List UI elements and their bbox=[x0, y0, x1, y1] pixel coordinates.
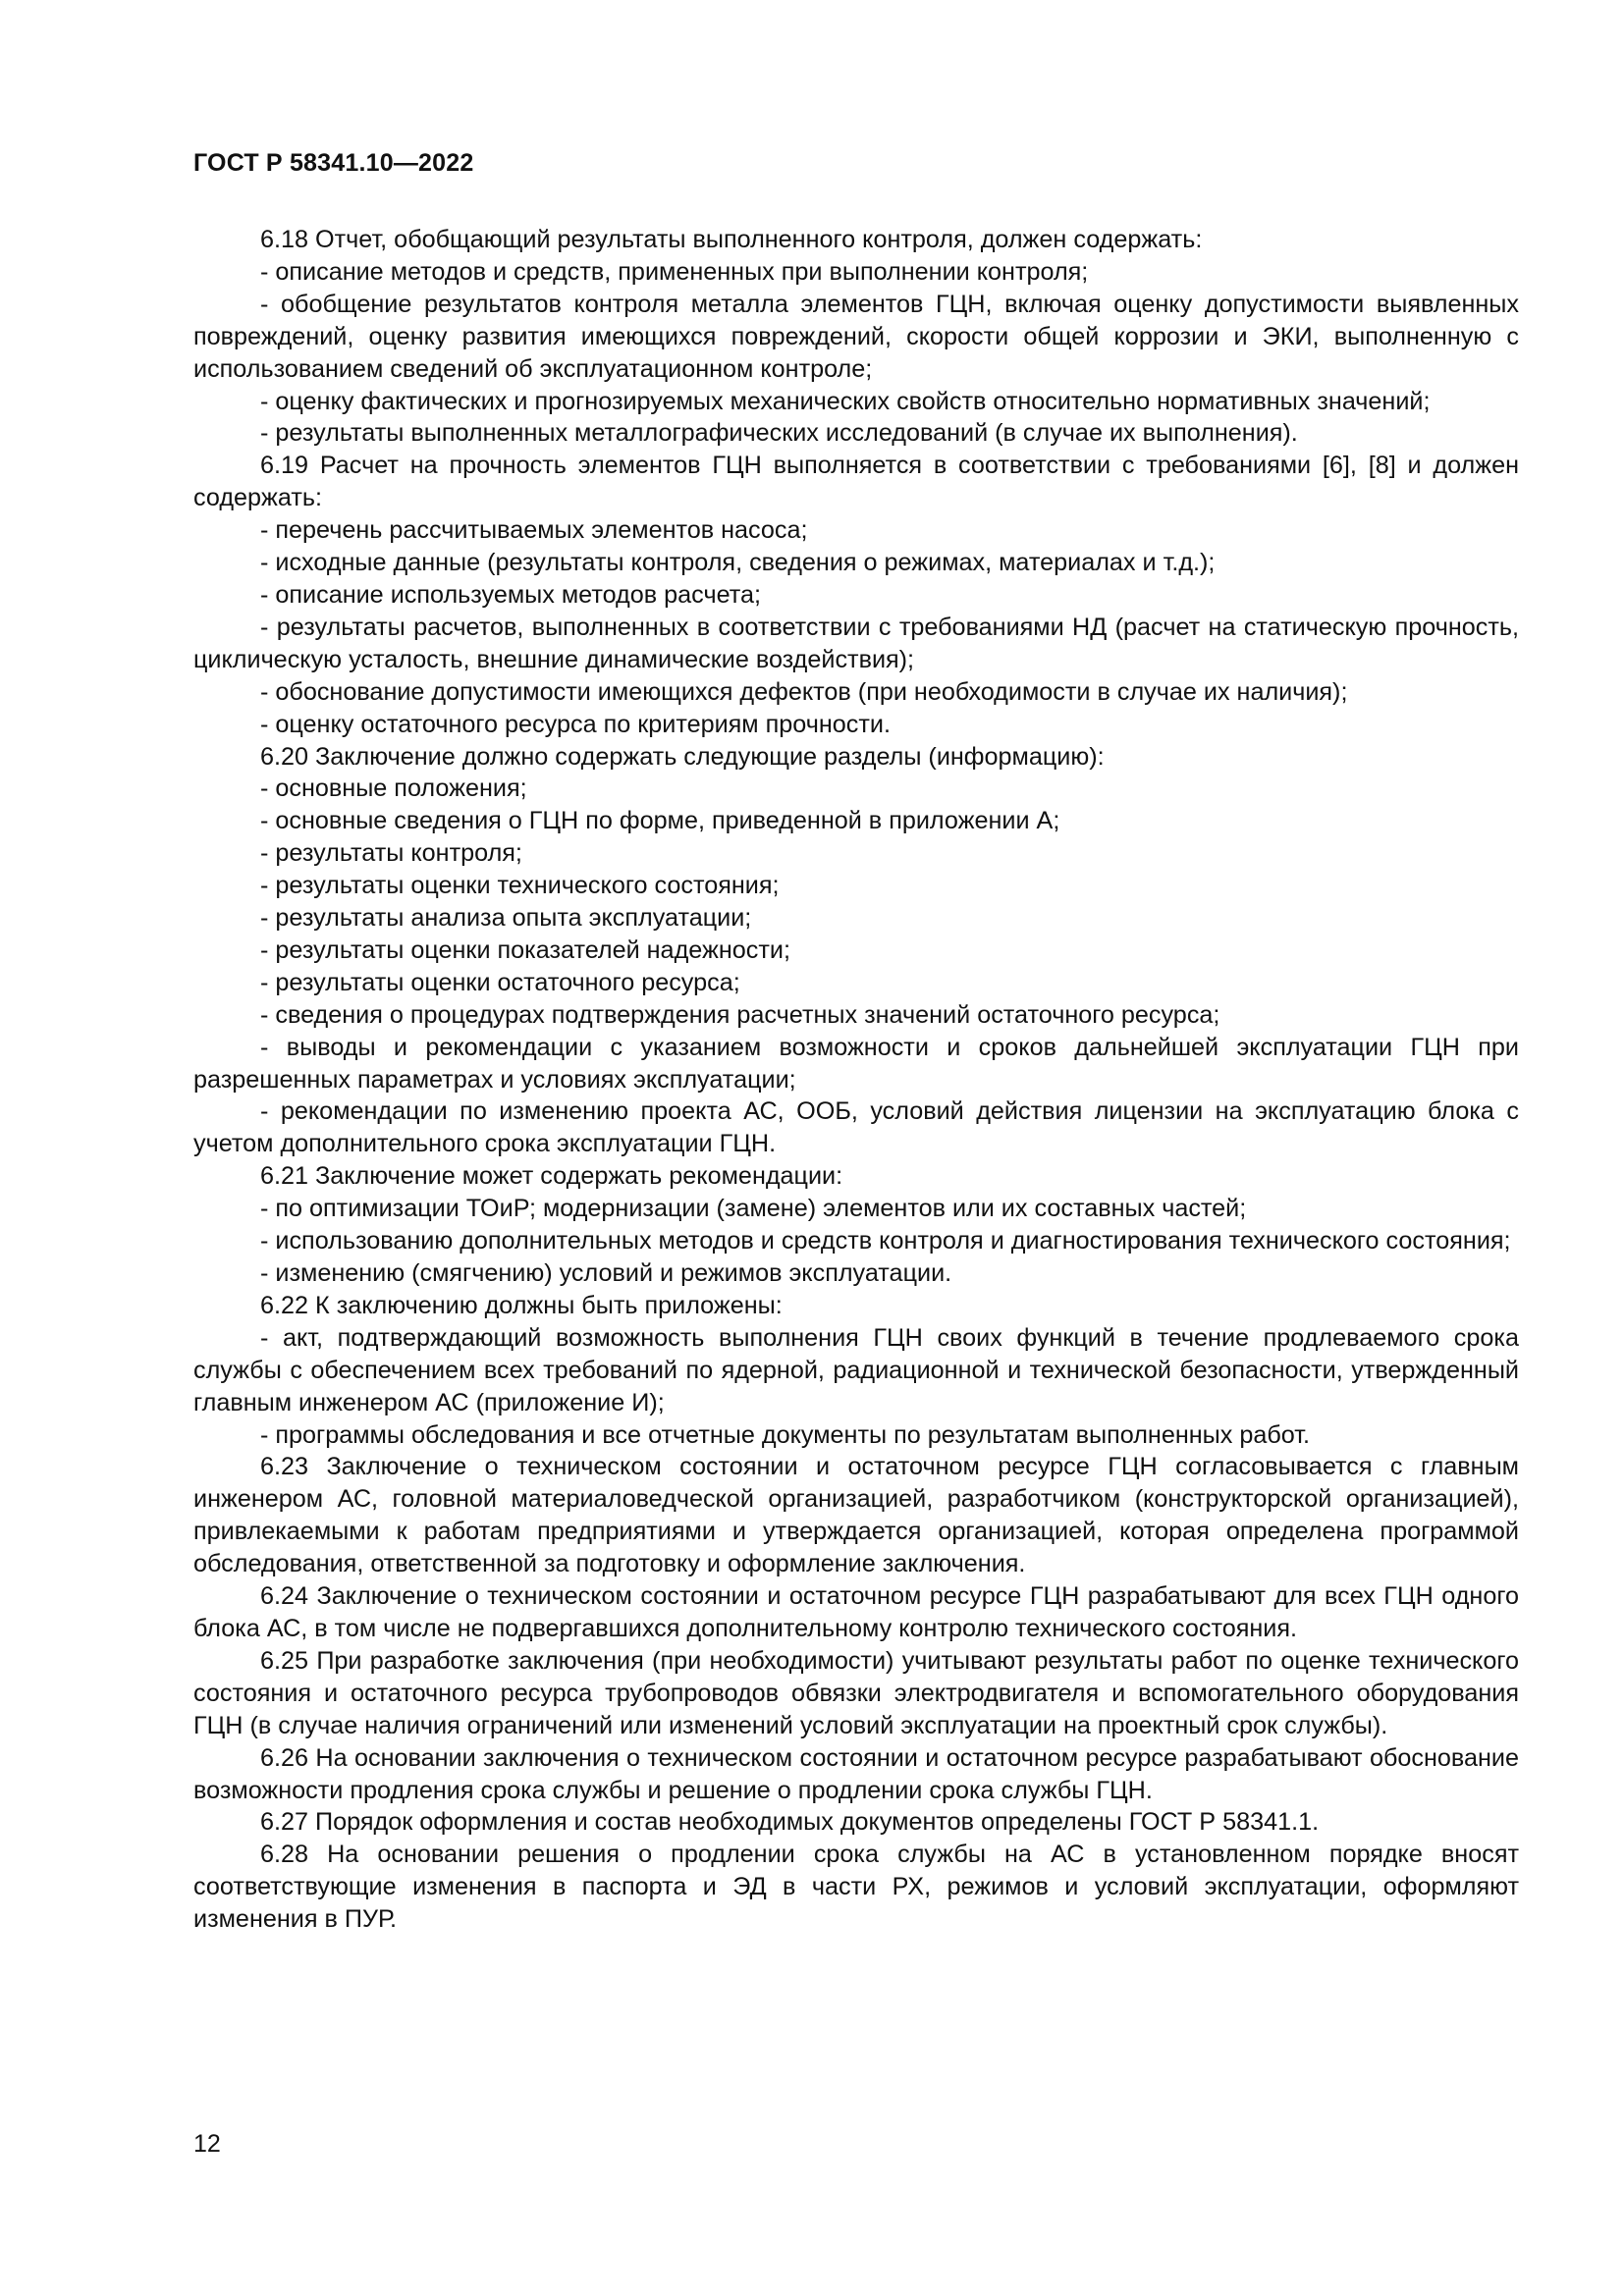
list-item: - основные сведения о ГЦН по форме, приведенной в приложении А; bbox=[260, 807, 1060, 835]
list-item: - перечень рассчитываемых элементов насоса; bbox=[260, 516, 808, 545]
list-item: - изменению (смягчению) условий и режимов эксплуатации. bbox=[260, 1259, 952, 1287]
paragraph-6-24: 6.24 Заключение о техническом состоянии и остаточном ресурсе ГЦН разрабатывают для всех ГЦН одного блока АС, в том числе не подвергавшихся дополнительному контролю технического состояния. bbox=[193, 1582, 1519, 1642]
paragraph-6-22: 6.22 К заключению должны быть приложены: bbox=[260, 1291, 783, 1319]
list-item: - результаты оценки остаточного ресурса; bbox=[260, 968, 740, 996]
paragraph-6-28: 6.28 На основании решения о продлении срока службы на АС в установленном порядке вносят соответствующие изменения в паспорта и ЭД в части РХ, режимов и условий эксплуатации, оформляют изменения в ПУР. bbox=[193, 1841, 1519, 1934]
list-item: - программы обследования и все отчетные документы по результатам выполненных работ. bbox=[260, 1420, 1310, 1449]
list-item: - рекомендации по изменению проекта АС, ООБ, условий действия лицензии на эксплуатацию блока с учетом дополнительного срока эксплуатации ГЦН. bbox=[193, 1097, 1519, 1158]
list-item: - сведения о процедурах подтверждения расчетных значений остаточного ресурса; bbox=[260, 1000, 1220, 1029]
paragraph-6-19: 6.19 Расчет на прочность элементов ГЦН выполняется в соответствии с требованиями [6], [8] и должен содержать: bbox=[193, 452, 1519, 512]
list-item: - результаты оценки показателей надежности; bbox=[260, 935, 790, 964]
list-item: - оценку фактических и прогнозируемых механических свойств относительно нормативных значений; bbox=[260, 387, 1431, 415]
document-body bbox=[193, 224, 1519, 1936]
list-item: - обоснование допустимости имеющихся дефектов (при необходимости в случае их наличия); bbox=[260, 677, 1348, 706]
paragraph-6-23: 6.23 Заключение о техническом состоянии и остаточном ресурсе ГЦН согласовывается с главным инженером АС, головной материаловедческой организацией, разработчиком (конструкторской организацией), привлекаемыми к работам предприятиями и утверждается организацией, которая определена программой обследования, ответственной за подготовку и оформление заключения. bbox=[193, 1453, 1519, 1578]
document-header-title: ГОСТ Р 58341.10—2022 bbox=[193, 149, 474, 177]
list-item: - результаты контроля; bbox=[260, 839, 522, 868]
paragraph-6-18: 6.18 Отчет, обобщающий результаты выполненного контроля, должен содержать: bbox=[260, 226, 1203, 253]
list-item: - основные положения; bbox=[260, 774, 527, 803]
list-item: - описание используемых методов расчета; bbox=[260, 580, 762, 609]
list-item: - использованию дополнительных методов и средств контроля и диагностирования технического состояния; bbox=[260, 1227, 1511, 1255]
page-number: 12 bbox=[193, 2130, 221, 2158]
list-item: - описание методов и средств, примененных при выполнении контроля; bbox=[260, 257, 1089, 286]
list-item: - выводы и рекомендации с указанием возможности и сроков дальнейшей эксплуатации ГЦН при разрешенных параметрах и условиях эксплуатации; bbox=[193, 1033, 1519, 1094]
list-item: - по оптимизации ТОиР; модернизации (замене) элементов или их составных частей; bbox=[260, 1195, 1247, 1223]
paragraph-6-27: 6.27 Порядок оформления и состав необходимых документов определены ГОСТ Р 58341.1. bbox=[260, 1808, 1320, 1837]
list-item: - акт, подтверждающий возможность выполнения ГЦН своих функций в течение продлеваемого срока службы с обеспечением всех требований по ядерной, радиационной и технической безопасности, утвержденный главным инженером АС (приложение И); bbox=[193, 1323, 1519, 1416]
list-item: - результаты выполненных металлографических исследований (в случае их выполнения). bbox=[260, 419, 1298, 448]
paragraph-6-21: 6.21 Заключение может содержать рекомендации: bbox=[260, 1162, 843, 1191]
list-item: - результаты анализа опыта эксплуатации; bbox=[260, 904, 752, 933]
list-item: - обобщение результатов контроля металла элементов ГЦН, включая оценку допустимости выявленных повреждений, оценку развития имеющихся повреждений, скорости общей коррозии и ЭКИ, выполненную с использованием сведений об эксплуатационном контроле; bbox=[193, 290, 1519, 383]
paragraph-6-25: 6.25 При разработке заключения (при необходимости) учитывают результаты работ по оценке технического состояния и остаточного ресурса трубопроводов обвязки электродвигателя и вспомогательного оборудования ГЦН (в случае наличия ограничений или изменений условий эксплуатации на проектный срок службы). bbox=[193, 1646, 1519, 1739]
list-item: - оценку остаточного ресурса по критериям прочности. bbox=[260, 710, 891, 738]
list-item: - результаты расчетов, выполненных в соответствии с требованиями НД (расчет на статическую прочность, циклическую усталость, внешние динамические воздействия); bbox=[193, 613, 1519, 673]
list-item: - исходные данные (результаты контроля, сведения о режимах, материалах и т.д.); bbox=[260, 549, 1216, 577]
list-item: - результаты оценки технического состояния; bbox=[260, 872, 780, 900]
paragraph-6-20: 6.20 Заключение должно содержать следующие разделы (информацию): bbox=[260, 742, 1105, 771]
paragraph-6-26: 6.26 На основании заключения о техническом состоянии и остаточном ресурсе разрабатывают обоснование возможности продления срока службы и решение о продлении срока службы ГЦН. bbox=[193, 1743, 1519, 1804]
